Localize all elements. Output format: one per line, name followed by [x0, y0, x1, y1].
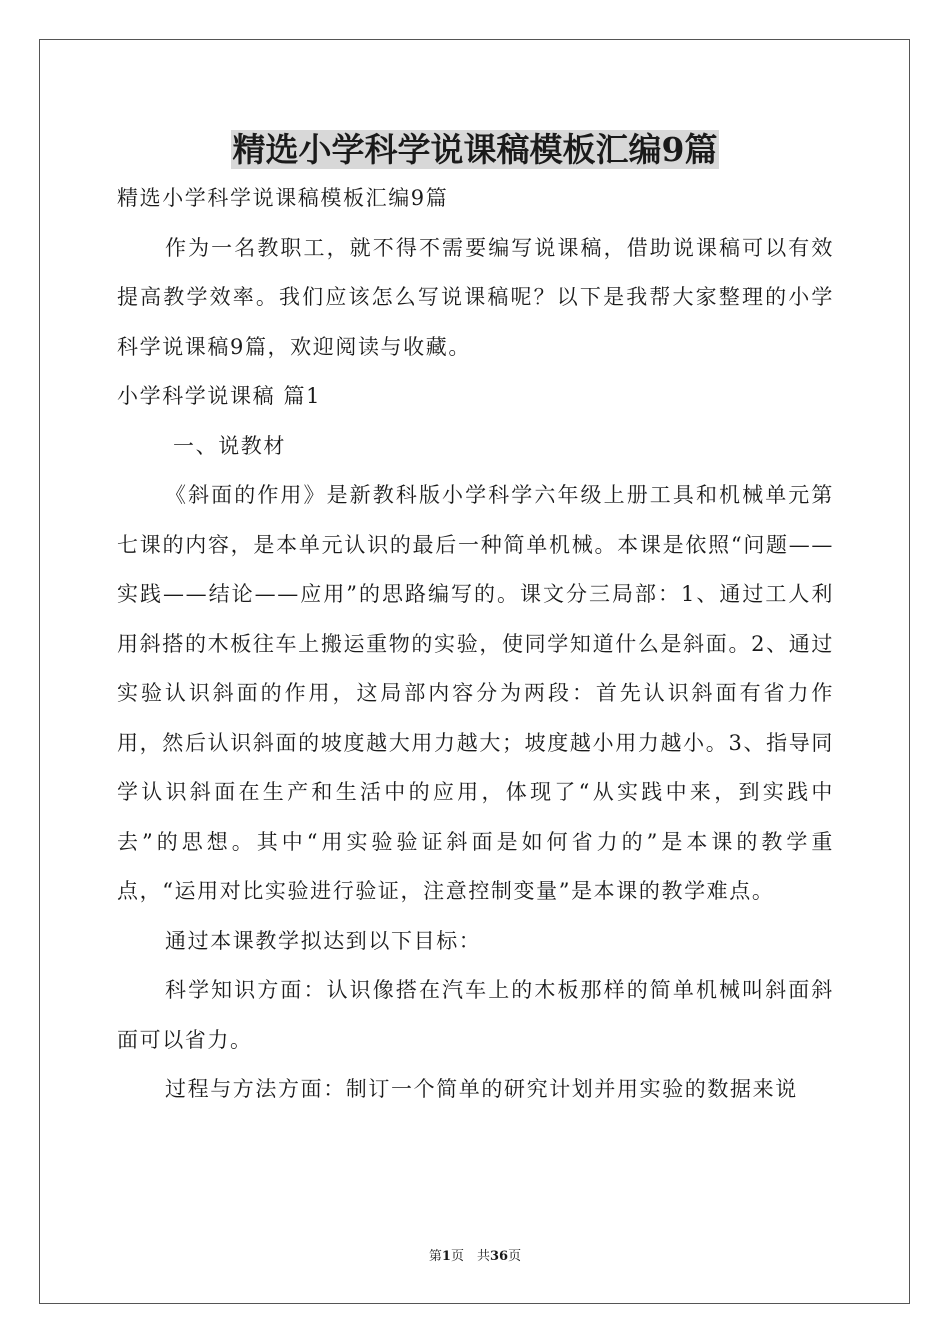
document-title — [0, 124, 950, 176]
document-body — [117, 174, 834, 1115]
intro-paragraph: 作为一名教职工，就不得不需要编写说课稿，借助说课稿可以有效提高教学效率。我们应该怎么写说课稿呢？以下是我帮大家整理的小学科学说课稿9篇，欢迎阅读与收藏。 — [117, 235, 834, 359]
footer-suffix: 页 — [508, 1249, 522, 1264]
footer-mid: 页 共 — [450, 1249, 490, 1264]
document-subtitle: 精选小学科学说课稿模板汇编9篇 — [117, 186, 449, 210]
footer-page-number: 1 — [441, 1249, 451, 1264]
footer-prefix: 第 — [428, 1249, 442, 1264]
footer-total-pages: 36 — [489, 1249, 509, 1264]
page-footer — [0, 1248, 950, 1266]
body-paragraph-2: 通过本课教学拟达到以下目标： — [165, 928, 482, 953]
document-title-text: 精选小学科学说课稿模板汇编9篇 — [232, 130, 718, 169]
body-paragraph-1: 《斜面的作用》是新教科版小学科学六年级上册工具和机械单元第七课的内容，是本单元认识的最后一种简单机械。本课是依照“问题——实践——结论——应用”的思路编写的。课文分三局部：1、通过工人利用斜搭的木板往车上搬运重物的实验，使同学知道什么是斜面。2、通过实验认识斜面的作用，这局部内容分为两段：首先认识斜面有省力作用，然后认识斜面的坡度越大用力越大；坡度越小用力越小。3、指导同学认识斜面在生产和生活中的应用，体现了“从实践中来，到实践中去”的思想。其中“用实验验证斜面是如何省力的”是本课的教学重点，“运用对比实验进行验证，注意控制变量”是本课的教学难点。 — [117, 483, 834, 903]
subsection-heading: 一、说教材 — [173, 433, 286, 458]
body-paragraph-3: 科学知识方面：认识像搭在汽车上的木板那样的简单机械叫斜面斜面可以省力。 — [117, 978, 834, 1052]
body-paragraph-4: 过程与方法方面：制订一个简单的研究计划并用实验的数据来说 — [165, 1077, 798, 1101]
section-heading: 小学科学说课稿 篇1 — [117, 384, 322, 408]
